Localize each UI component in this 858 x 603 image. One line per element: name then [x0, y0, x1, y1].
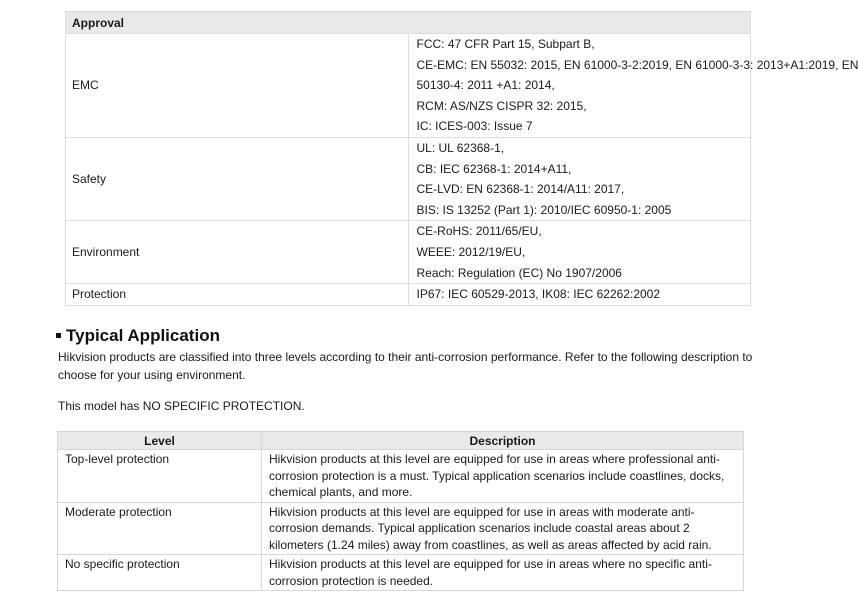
spec-label: Environment [66, 221, 409, 284]
section-title-text: Typical Application [66, 326, 220, 345]
level-table-header [58, 432, 744, 450]
section-title [56, 326, 220, 346]
intro-paragraph: Hikvision products are classified into three levels according to their anti-corrosion performance. Refer to the following description to choose for your using environment. [58, 350, 753, 382]
spec-line: IP67: IEC 60529-2013, IK08: IEC 62262:2002 [416, 287, 661, 302]
spec-line: BIS: IS 13252 (Part 1): 2010/IEC 60950-1: 2005 [416, 202, 672, 217]
table-row [58, 555, 744, 591]
spec-row-protection [66, 284, 751, 306]
model-note: This model has NO SPECIFIC PROTECTION. [58, 399, 305, 413]
spec-line: CE-RoHS: 2011/65/EU, [416, 224, 542, 239]
table-row [58, 502, 744, 555]
approval-table [65, 11, 858, 306]
approval-header-row [66, 12, 751, 34]
spec-line: Reach: Regulation (EC) No 1907/2006 [416, 265, 622, 280]
level-cell: Top-level protection [58, 450, 262, 503]
spec-line: RCM: AS/NZS CISPR 32: 2015, [416, 98, 587, 113]
level-column-header: Level [58, 432, 262, 450]
spec-row-environment [66, 221, 751, 284]
spec-value [408, 137, 751, 220]
description-cell: Hikvision products at this level are equipped for use in areas where no specific anti-corrosion protection is needed. [262, 555, 744, 591]
spec-line: CE-LVD: EN 62368-1: 2014/A11: 2017, [416, 182, 625, 197]
level-cell: Moderate protection [58, 502, 262, 555]
table-row [58, 450, 744, 503]
protection-level-table [57, 431, 744, 591]
spec-row-emc [66, 34, 751, 138]
spec-label: Protection [66, 284, 409, 306]
spec-label: EMC [66, 34, 409, 138]
spec-value [408, 284, 751, 306]
spec-line: WEEE: 2012/19/EU, [416, 244, 526, 259]
spec-value [408, 34, 858, 138]
spec-row-safety [66, 137, 751, 220]
spec-line: FCC: 47 CFR Part 15, Subpart B, [416, 37, 595, 51]
description-column-header: Description [262, 432, 744, 450]
description-cell: Hikvision products at this level are equipped for use in areas where professional anti-corrosion protection is a must. Typical application scenarios include coastlines, docks, chemical plants, and more. [262, 450, 744, 503]
spec-line: 50130-4: 2011 +A1: 2014, [416, 78, 555, 93]
spec-value [408, 221, 751, 284]
square-bullet-icon [56, 333, 61, 338]
approval-header: Approval [66, 12, 751, 34]
spec-label: Safety [66, 137, 409, 220]
spec-line: IC: ICES-003: Issue 7 [416, 119, 533, 134]
spec-line: UL: UL 62368-1, [416, 140, 505, 155]
description-cell: Hikvision products at this level are equipped for use in areas with moderate anti-corrosion demands. Typical application scenarios include coastal areas about 2 kilometers (1.24 miles) away from coastlines, as well as areas affected by acid rain. [262, 502, 744, 555]
spec-line: CE-EMC: EN 55032: 2015, EN 61000-3-2:2019, EN 61000-3-3: 2013+A1:2019, EN [416, 57, 858, 72]
level-cell: No specific protection [58, 555, 262, 591]
spec-line: CB: IEC 62368-1: 2014+A11, [416, 161, 572, 176]
